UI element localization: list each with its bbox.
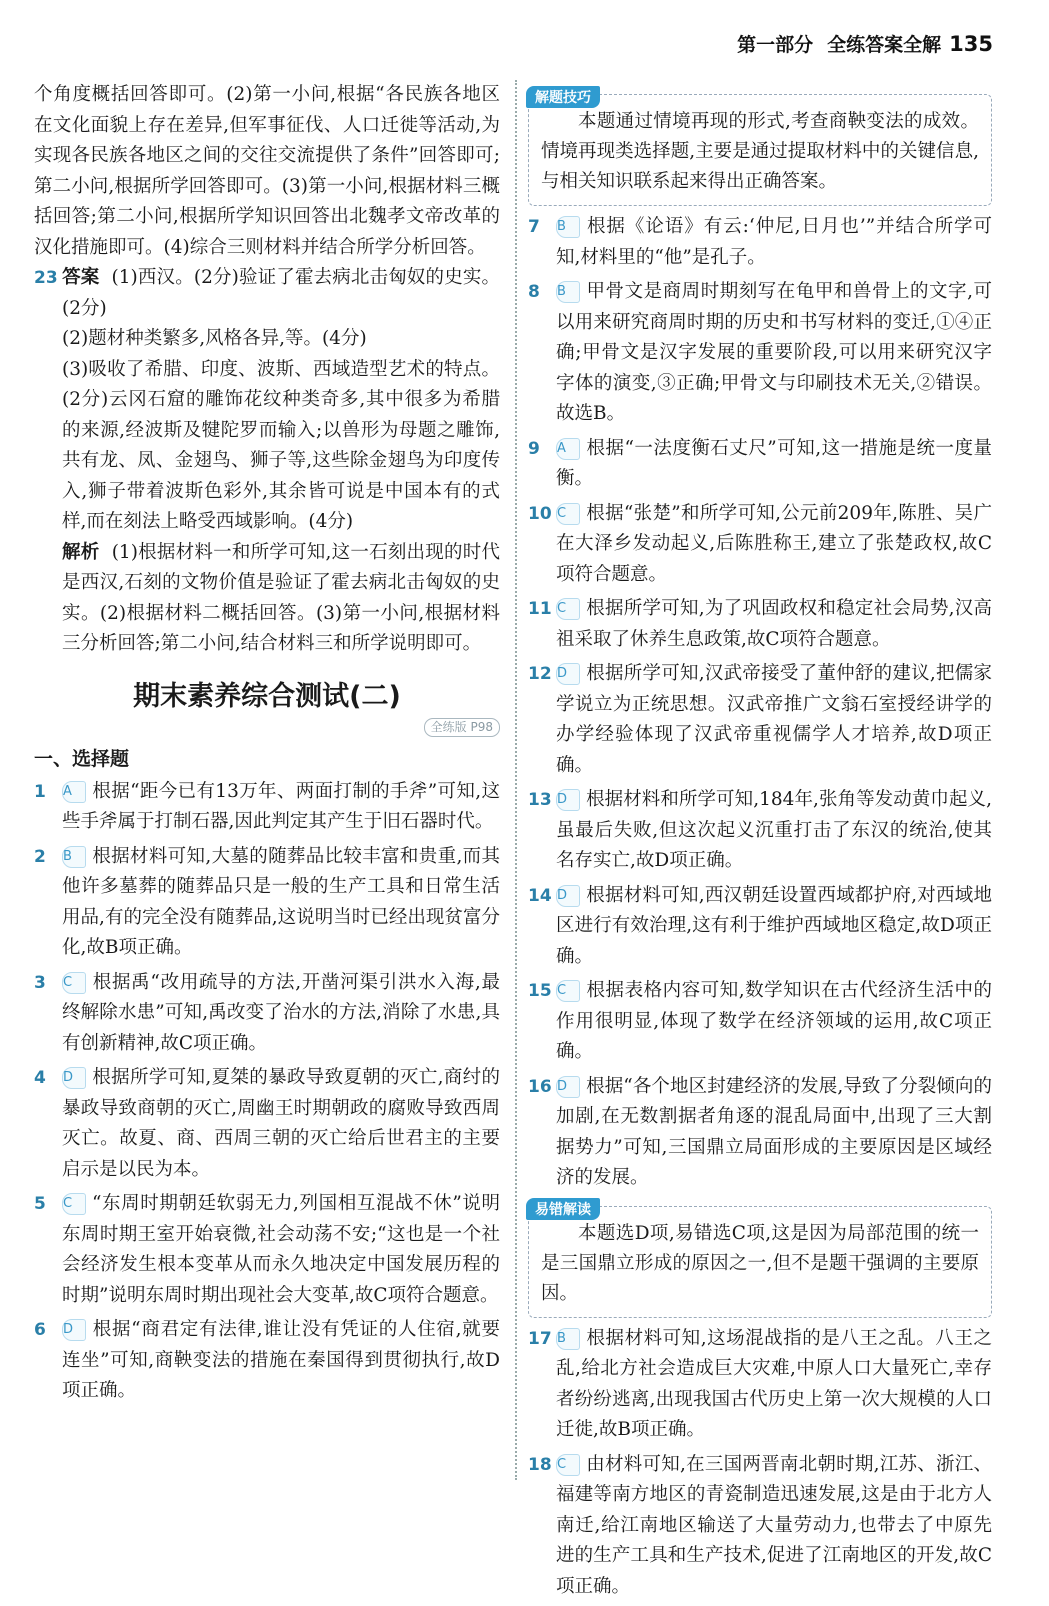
item-number: 15 (528, 981, 552, 1001)
answer-item (528, 1450, 992, 1603)
item-number: 3 (34, 972, 46, 993)
answer-letter-badge: B (556, 216, 580, 238)
answer-item (528, 277, 992, 430)
right-item-list (528, 212, 992, 1194)
item-text: 根据表格内容可知,数学知识在古代经济生活中的作用很明显,体现了数学在经济领域的运用,故C项正确。 (556, 980, 992, 1062)
answer-letter-badge: B (556, 281, 580, 303)
tip-label: 解题技巧 (526, 86, 600, 108)
tip-label: 易错解读 (526, 1198, 600, 1220)
answer-letter-badge: D (62, 1067, 86, 1089)
left-column (34, 80, 500, 1411)
item-number: 16 (528, 1076, 552, 1097)
answer-item (34, 1063, 500, 1185)
section-title: 期末素养综合测试(二) (133, 680, 401, 712)
answer-letter-badge: D (556, 789, 580, 811)
item-text: 甲骨文是商周时期刻写在龟甲和兽骨上的文字,可以用来研究商周时期的历史和书写材料的变迁,①④正确;甲骨文是汉字发展的重要阶段,可以用来研究汉字字体的演变,③正确;甲骨文与印刷技术无关,②错误。故选B。 (556, 281, 992, 424)
answer-letter-badge: C (556, 503, 580, 525)
continuation-text: 个角度概括回答即可。(2)第一小问,根据“各民族各地区在文化面貌上存在差异,但军事征伐、人口迁徙等活动,为实现各民族各地区之间的交往交流提供了条件”回答即可;第二小问,根据所学回答即可。(3)第一小问,根据材料三概括回答;第二小问,根据所学知识回答出北魏孝文帝改革的汉化措施即可。(4)综合三则材料并结合所学分析回答。 (34, 84, 500, 258)
answer-letter-badge: D (556, 1076, 580, 1098)
q23-answer-3: (3)吸收了希腊、印度、波斯、西域造型艺术的特点。(2分)云冈石窟的雕饰花纹种类奇多,其中很多为希腊的来源,经波斯及犍陀罗而输入;以兽形为母题之雕饰,共有龙、凤、金翅鸟、狮子等,这些除金翅鸟为印度传入,狮子带着波斯色彩外,其余皆可说是中国本有的式样,而在刻法上略受西域影响。(4分) (62, 358, 500, 532)
answer-letter-badge: A (62, 781, 86, 803)
answer-item (34, 1315, 500, 1407)
item-number: 10 (528, 503, 552, 524)
left-item-list (34, 777, 500, 1407)
answer-item (528, 976, 992, 1068)
answer-item (34, 777, 500, 838)
answer-item (528, 1072, 992, 1194)
item-text: 根据“距今已有13万年、两面打制的手斧”可知,这些手斧属于打制石器,因此判定其产生于旧石器时代。 (62, 780, 500, 832)
answer-letter-badge: D (556, 885, 580, 907)
item-number: 12 (528, 664, 552, 684)
answer-item (528, 434, 992, 495)
q23-answer-1: (1)西汉。(2分)验证了霍去病北击匈奴的史实。(2分) (62, 267, 500, 319)
answer-item (528, 785, 992, 877)
tip-text: 本题通过情境再现的形式,考查商鞅变法的成效。情境再现类选择题,主要是通过提取材料中的关键信息,与相关知识联系起来得出正确答案。 (541, 111, 979, 192)
answer-item (34, 1189, 500, 1311)
answer-letter-badge: B (556, 1328, 580, 1350)
answer-letter-badge: A (556, 438, 580, 460)
tip-text: 本题选D项,易错选C项,这是因为局部范围的统一是三国鼎立形成的原因之一,但不是题干强调的主要原因。 (541, 1222, 979, 1304)
answer-item (528, 499, 992, 591)
item-number: 14 (528, 885, 552, 906)
q23-analysis: (1)根据材料一和所学可知,这一石刻出现的时代是西汉,石刻的文物价值是验证了霍去病北击匈奴的史实。(2)根据材料二概括回答。(3)第一小问,根据材料三分析回答;第二小问,结合材料三和所学说明即可。 (62, 541, 500, 654)
item-number: 11 (528, 599, 552, 619)
answer-item (528, 212, 992, 273)
answer-letter-badge: C (62, 1193, 86, 1215)
item-text: 根据材料可知,大墓的随葬品比较丰富和贵重,而其他许多墓葬的随葬品只是一般的生产工具和日常生活用品,有的完全没有随葬品,这说明当时已经出现贫富分化,故B项正确。 (62, 845, 500, 958)
item-text: 由材料可知,在三国两晋南北朝时期,江苏、浙江、福建等南方地区的青瓷制造迅速发展,这是由于北方人南迁,给江南地区输送了大量劳动力,也带去了中原先进的生产工具和生产技术,促进了江南地区的开发,故C项正确。 (556, 1453, 992, 1597)
item-number: 7 (528, 217, 540, 237)
answer-item (528, 659, 992, 781)
item-number: 18 (528, 1454, 552, 1475)
part-title: 一、选择题 (34, 747, 130, 770)
answer-item (34, 968, 500, 1060)
answer-letter-badge: C (556, 598, 580, 620)
item-text: 根据材料和所学可知,184年,张角等发动黄巾起义,虽最后失败,但这次起义沉重打击了东汉的统治,使其名存实亡,故D项正确。 (556, 789, 992, 871)
item-text: “东周时期朝廷软弱无力,列国相互混战不休”说明东周时期王室开始衰微,社会动荡不安;“这也是一个社会经济发生根本变革从而永久地决定中国发展历程的时期”说明东周时期出现社会大变革,故C项符合题意。 (62, 1193, 500, 1306)
page-number: 135 (949, 32, 993, 56)
item-text: 根据《论语》有云:‘仲尼,日月也’”并结合所学可知,材料里的“他”是孔子。 (556, 216, 992, 268)
right-column (528, 80, 992, 1606)
q23-answer-2: (2)题材种类繁多,风格各异,等。(4分) (62, 328, 367, 349)
item-text: 根据材料可知,西汉朝廷设置西域都护府,对西域地区进行有效治理,这有利于维护西域地区稳定,故D项正确。 (556, 884, 992, 967)
answer-letter-badge: B (62, 846, 86, 868)
header-part: 第一部分 (737, 34, 814, 56)
column-divider (515, 80, 517, 1480)
item-number: 13 (528, 790, 552, 810)
header-section: 全练答案全解 (827, 34, 942, 56)
q23-block (34, 263, 500, 660)
item-number: 17 (528, 1328, 552, 1349)
item-number: 6 (34, 1320, 46, 1340)
item-number: 2 (34, 846, 46, 867)
item-text: 根据“商君定有法律,谁让没有凭证的人住宿,就要连坐”可知,商鞅变法的措施在秦国得到贯彻执行,故D项正确。 (62, 1319, 500, 1401)
item-number: 9 (528, 438, 540, 459)
item-number: 8 (528, 282, 540, 302)
page-header (737, 30, 993, 57)
item-text: 根据所学可知,为了巩固政权和稳定社会局势,汉高祖采取了休养生息政策,故C项符合题意。 (556, 598, 992, 650)
item-text: 根据所学可知,夏桀的暴政导致夏朝的灭亡,商纣的暴政导致商朝的灭亡,周幽王时期朝政的腐败导致西周灭亡。故夏、商、西周三朝的灭亡给后世君主的主要启示是以民为本。 (62, 1067, 500, 1180)
answer-item (528, 881, 992, 973)
analysis-label: 解析 (62, 541, 100, 563)
right-item-list-2 (528, 1324, 992, 1603)
answer-item (528, 594, 992, 655)
item-text: 根据材料可知,这场混战指的是八王之乱。八王之乱,给北方社会造成巨大灾难,中原人口大量死亡,幸存者纷纷逃离,出现我国古代历史上第一次大规模的人口迁徙,故B项正确。 (556, 1327, 992, 1440)
item-text: 根据“张楚”和所学可知,公元前209年,陈胜、吴广在大泽乡发动起义,后陈胜称王,建立了张楚政权,故C项符合题意。 (556, 502, 992, 585)
answer-letter-badge: D (556, 663, 580, 685)
answer-item (34, 842, 500, 964)
answer-item (528, 1324, 992, 1446)
version-badge: 全练版 P98 (424, 718, 500, 737)
item-text: 根据“各个地区封建经济的发展,导致了分裂倾向的加剧,在无数割据者角逐的混乱局面中,出现了三大割据势力”可知,三国鼎立局面形成的主要原因是区域经济的发展。 (556, 1075, 992, 1188)
answer-letter-badge: C (556, 980, 580, 1002)
item-number: 5 (34, 1194, 46, 1214)
answer-letter-badge: D (62, 1319, 86, 1341)
item-text: 根据所学可知,汉武帝接受了董仲舒的建议,把儒家学说立为正统思想。汉武帝推广文翁石室授经讲学的办学经验体现了汉武帝重视儒学人才培养,故D项正确。 (556, 663, 992, 776)
item-number: 1 (34, 781, 46, 802)
item-text: 根据禹“改用疏导的方法,开凿河渠引洪水入海,最终解除水患”可知,禹改变了治水的方法,消除了水患,具有创新精神,故C项正确。 (62, 971, 500, 1054)
q23-number: 23 (34, 268, 58, 288)
answer-letter-badge: C (556, 1454, 580, 1476)
answer-label: 答案 (62, 267, 100, 288)
item-number: 4 (34, 1068, 46, 1088)
answer-letter-badge: C (62, 972, 86, 994)
tip-box-mistake (528, 1201, 992, 1318)
item-text: 根据“一法度衡石丈尺”可知,这一措施是统一度量衡。 (556, 437, 992, 489)
tip-box-technique (528, 90, 992, 206)
